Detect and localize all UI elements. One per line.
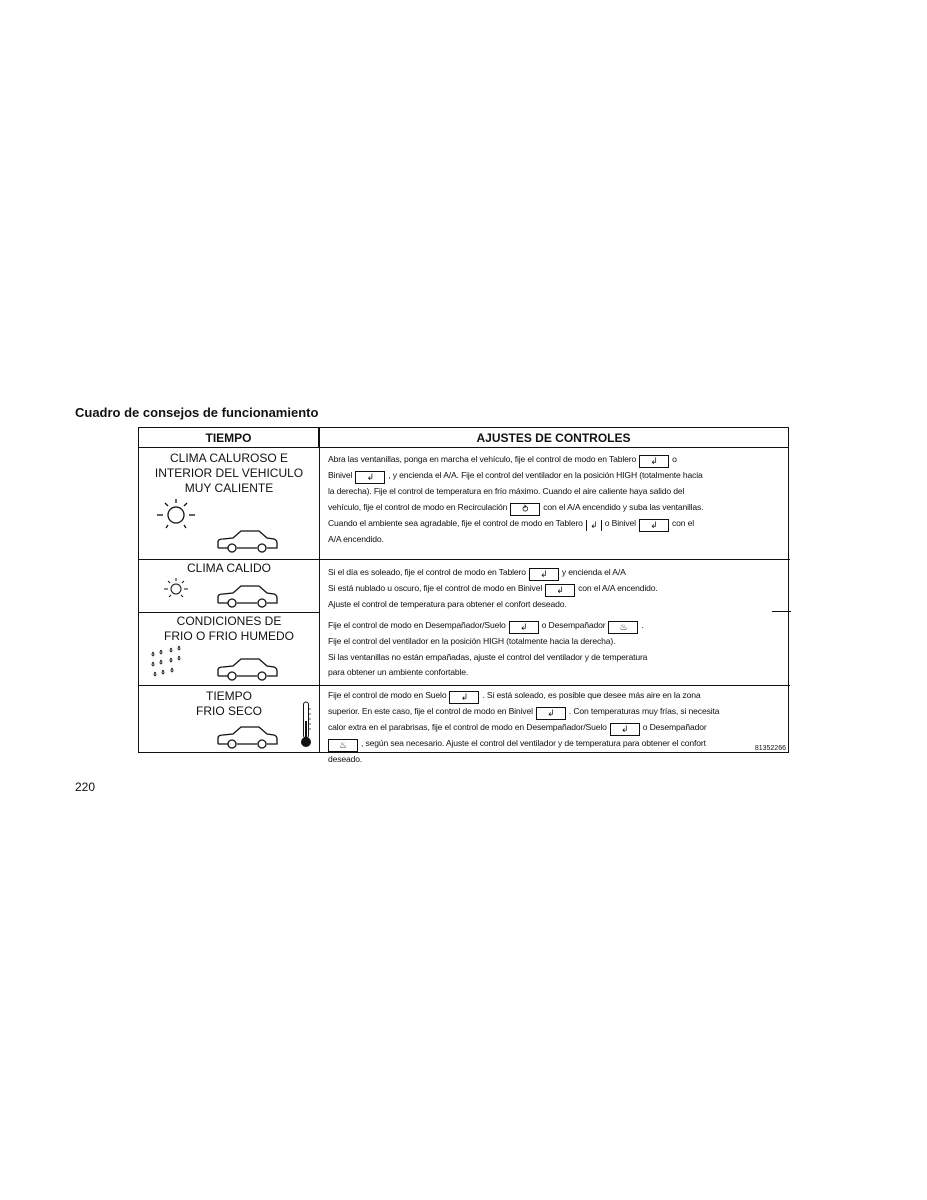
floor-mode-icon: ↲: [449, 691, 479, 704]
settings-line: Abra las ventanillas, ponga en marcha el vehículo, fije el control de modo en Tablero ↲ o: [328, 454, 677, 466]
settings-line: vehículo, fije el control de modo en Recirculación ⥁ con el A/A encendido y suba las ventanillas.: [328, 501, 704, 514]
settings-line: Si está nublado u oscuro, fije el control de modo en Binivel ↲ con el A/A encendido.: [328, 583, 658, 595]
weather-line: MUY CALIENTE: [184, 481, 274, 495]
sun-icon: [154, 498, 198, 534]
settings-cell-hot: [328, 452, 784, 547]
settings-line: superior. En este caso, fije el control de modo en Binivel ↲ . Con temperaturas muy frías, si necesita: [328, 706, 720, 718]
page-number: 220: [75, 780, 96, 794]
settings-line: Si las ventanillas no están empañadas, ajuste el control del ventilador y de temperatura: [328, 651, 648, 662]
row-divider: [139, 612, 319, 613]
weather-line: INTERIOR DEL VEHICULO: [154, 466, 304, 480]
weather-line: FRIO SECO: [195, 704, 262, 718]
car-icon: [215, 528, 279, 554]
panel-mode-icon: ↲: [639, 455, 669, 468]
settings-line: calor extra en el parabrisas, fije el control de modo en Desempañador/Suelo ↲ o Desempañador: [328, 722, 707, 734]
settings-line: ♨ , según sea necesario. Ajuste el control del ventilador y de temperatura para obtener el confort: [328, 736, 784, 752]
settings-line: Cuando el ambiente sea agradable, fije el control de modo en Tablero ↲ o Binivel ↲ con el: [328, 517, 694, 530]
settings-line: para obtener un ambiente confortable.: [328, 667, 469, 677]
car-icon: [215, 656, 279, 682]
panel-mode-icon: ↲: [529, 568, 559, 581]
bilevel-mode-icon: ↲: [536, 707, 566, 720]
bilevel-mode-icon: ↲: [545, 584, 575, 597]
weather-cell-cold-dry: [139, 689, 319, 719]
weather-cell-cold-wet: [139, 614, 319, 644]
settings-line: Ajuste el control de temperatura para obtener el confort deseado.: [328, 599, 567, 609]
raindrops-icon: [149, 644, 187, 682]
settings-line: deseado.: [328, 754, 363, 764]
weather-line: CONDICIONES DE: [176, 614, 282, 628]
bilevel-mode-icon: ↲: [355, 471, 385, 484]
defrost-mode-icon: ♨: [328, 739, 358, 752]
settings-line: Si el día es soleado, fije el control de modo en Tablero ↲ y encienda el A/A: [328, 567, 626, 579]
settings-line: la derecha). Fije el control de temperatura en frío máximo. Cuando el aire caliente haya salido del: [328, 486, 685, 496]
weather-line: CLIMA CALUROSO E: [169, 451, 289, 465]
section-title: Cuadro de consejos de funcionamiento: [75, 405, 319, 420]
defrost-floor-mode-icon: ↲: [610, 723, 640, 736]
operating-tips-chart: [138, 427, 789, 764]
thermometer-icon: [299, 701, 313, 749]
weather-line: CLIMA CALIDO: [186, 561, 272, 575]
defrost-mode-icon: ♨: [608, 621, 638, 634]
settings-cell-cold-dry: [328, 688, 784, 766]
header-weather: TIEMPO: [139, 428, 319, 448]
settings-cell-warm: [328, 565, 784, 613]
row-divider: [139, 685, 790, 686]
recirculation-mode-icon: ⥁: [510, 503, 540, 516]
settings-line: Fije el control de modo en Suelo ↲ . Si está soleado, es posible que desee más aire en la zona: [328, 690, 701, 702]
defrost-floor-mode-icon: ↲: [509, 621, 539, 634]
car-icon: [215, 583, 279, 609]
small-sun-icon: [163, 578, 189, 600]
panel-mode-icon-alt: ↲: [586, 520, 602, 531]
settings-cell-cold-wet: [328, 618, 784, 681]
column-divider: [319, 428, 320, 752]
settings-line: Fije el control de modo en Desempañador/Suelo ↲ o Desempañador ♨ .: [328, 620, 644, 632]
header-settings: AJUSTES DE CONTROLES: [319, 428, 788, 448]
weather-line: TIEMPO: [205, 689, 252, 703]
table-edge-mark: [772, 611, 791, 612]
figure-reference: 81352266: [754, 745, 786, 752]
car-icon: [215, 724, 279, 750]
settings-line: Fije el control del ventilador en la posición HIGH (totalmente hacia la derecha).: [328, 636, 616, 646]
settings-line: Binivel ↲ , y encienda el A/A. Fije el control del ventilador en la posición HIGH (totalmente hacia: [328, 470, 703, 482]
settings-line: A/A encendido.: [328, 533, 384, 544]
weather-line: FRIO O FRIO HUMEDO: [164, 629, 294, 643]
bilevel-mode-icon: ↲: [639, 519, 669, 532]
weather-cell-warm: [139, 561, 319, 576]
weather-cell-hot: [139, 451, 319, 496]
row-divider: [139, 559, 790, 560]
